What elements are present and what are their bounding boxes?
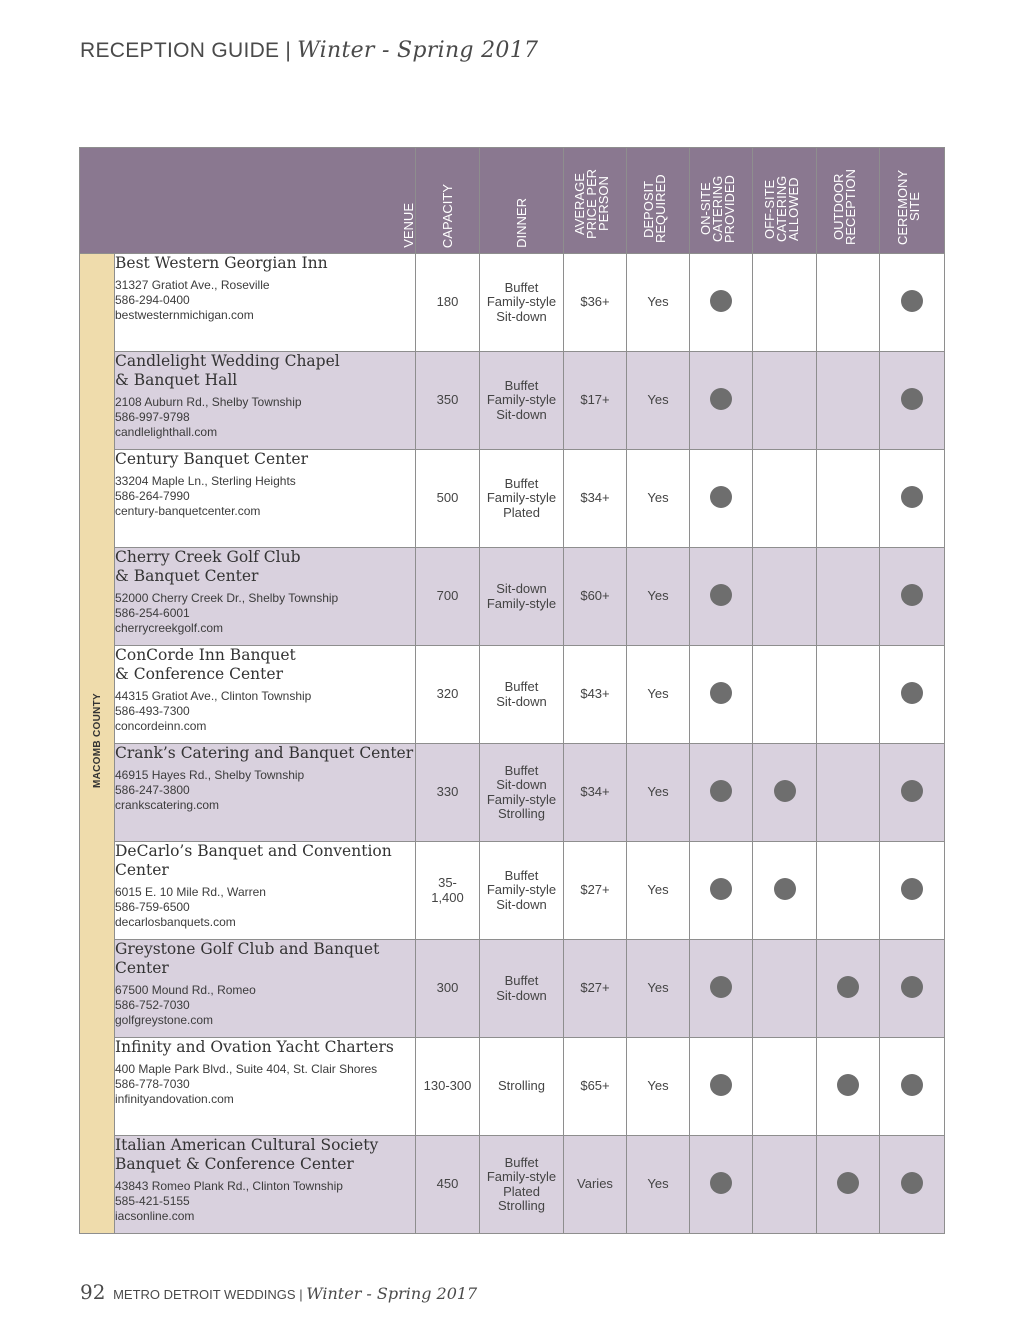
offsite-cell	[753, 450, 817, 548]
outdoor-cell	[817, 450, 880, 548]
ceremony-cell	[880, 744, 945, 842]
outdoor-cell	[817, 548, 880, 646]
filled-dot-icon	[901, 1172, 923, 1194]
table-row	[80, 450, 945, 548]
table-row	[80, 646, 945, 744]
dinner-cell: Sit-down Family-style	[480, 548, 564, 646]
venue-cell	[115, 940, 416, 1038]
capacity-cell: 35- 1,400	[416, 842, 480, 940]
outdoor-cell	[817, 646, 880, 744]
venue-cell	[115, 646, 416, 744]
outdoor-cell	[817, 1136, 880, 1234]
venue-phone: 586-493-7300	[115, 704, 190, 718]
venue-name: Candlelight Wedding Chapel & Banquet Hall	[115, 352, 340, 389]
onsite-cell	[690, 450, 753, 548]
venue-cell	[115, 548, 416, 646]
col-price: AVERAGE PRICE PER PERSON	[564, 148, 627, 254]
deposit-cell: Yes	[627, 646, 690, 744]
venue-cell	[115, 744, 416, 842]
venue-name: Crank’s Catering and Banquet Center	[115, 744, 414, 762]
filled-dot-icon	[710, 682, 732, 704]
ceremony-cell	[880, 842, 945, 940]
offsite-cell	[753, 940, 817, 1038]
outdoor-cell	[817, 744, 880, 842]
capacity-cell: 320	[416, 646, 480, 744]
col-deposit: DEPOSIT REQUIRED	[627, 148, 690, 254]
filled-dot-icon	[774, 878, 796, 900]
dinner-cell: Buffet Family-style Sit-down	[480, 254, 564, 352]
venue-cell	[115, 1038, 416, 1136]
deposit-cell: Yes	[627, 744, 690, 842]
outdoor-cell	[817, 254, 880, 352]
venue-name: Italian American Cultural Society Banquet & Conference Center	[115, 1136, 379, 1173]
col-capacity: CAPACITY	[416, 148, 480, 254]
dinner-cell: Buffet Family-style Plated Strolling	[480, 1136, 564, 1234]
footer-magazine: METRO DETROIT WEDDINGS	[113, 1287, 296, 1302]
table-row	[80, 940, 945, 1038]
col-outdoor-reception: OUTDOOR RECEPTION	[817, 148, 880, 254]
dinner-cell: Buffet Sit-down Family-style Strolling	[480, 744, 564, 842]
venue-website[interactable]: bestwesternmichigan.com	[115, 308, 254, 322]
venue-phone: 586-264-7990	[115, 489, 190, 503]
capacity-cell: 700	[416, 548, 480, 646]
table-row	[80, 842, 945, 940]
dinner-cell: Buffet Family-style Sit-down	[480, 842, 564, 940]
venue-address: 46915 Hayes Rd., Shelby Township	[115, 768, 305, 782]
venue-address: 44315 Gratiot Ave., Clinton Township	[115, 689, 312, 703]
price-cell: $27+	[564, 842, 627, 940]
header-season: Winter - Spring 2017	[297, 38, 539, 63]
onsite-cell	[690, 1038, 753, 1136]
onsite-cell	[690, 548, 753, 646]
venue-cell	[115, 450, 416, 548]
header-title: RECEPTION GUIDE	[80, 39, 280, 62]
capacity-cell: 350	[416, 352, 480, 450]
filled-dot-icon	[710, 388, 732, 410]
filled-dot-icon	[710, 976, 732, 998]
filled-dot-icon	[901, 388, 923, 410]
venue-name: Infinity and Ovation Yacht Charters	[115, 1038, 394, 1056]
venue-address: 52000 Cherry Creek Dr., Shelby Township	[115, 591, 339, 605]
venue-address: 31327 Gratiot Ave., Roseville	[115, 278, 270, 292]
col-venue: VENUE	[80, 148, 416, 254]
filled-dot-icon	[901, 486, 923, 508]
table-row	[80, 352, 945, 450]
page-header	[80, 38, 538, 63]
ceremony-cell	[880, 450, 945, 548]
venue-name: Greystone Golf Club and Banquet Center	[115, 940, 380, 977]
dinner-cell: Buffet Sit-down	[480, 646, 564, 744]
footer-season: Winter - Spring 2017	[306, 1284, 478, 1303]
offsite-cell	[753, 842, 817, 940]
venue-phone: 586-254-6001	[115, 606, 190, 620]
table-row	[80, 744, 945, 842]
footer-separator: |	[299, 1287, 303, 1302]
table-row	[80, 254, 945, 352]
deposit-cell: Yes	[627, 254, 690, 352]
offsite-cell	[753, 352, 817, 450]
col-onsite-catering: ON-SITE CATERING PROVIDED	[690, 148, 753, 254]
filled-dot-icon	[774, 780, 796, 802]
onsite-cell	[690, 646, 753, 744]
deposit-cell: Yes	[627, 1136, 690, 1234]
deposit-cell: Yes	[627, 842, 690, 940]
dinner-cell: Strolling	[480, 1038, 564, 1136]
page-number: 92	[80, 1280, 106, 1304]
filled-dot-icon	[901, 780, 923, 802]
onsite-cell	[690, 940, 753, 1038]
capacity-cell: 180	[416, 254, 480, 352]
venue-website[interactable]: decarlosbanquets.com	[115, 915, 236, 929]
price-cell: $17+	[564, 352, 627, 450]
filled-dot-icon	[837, 1074, 859, 1096]
venue-website[interactable]: crankscatering.com	[115, 798, 220, 812]
offsite-cell	[753, 1038, 817, 1136]
ceremony-cell	[880, 646, 945, 744]
capacity-cell: 300	[416, 940, 480, 1038]
venue-cell	[115, 1136, 416, 1234]
onsite-cell	[690, 352, 753, 450]
capacity-cell: 330	[416, 744, 480, 842]
venue-phone: 586-752-7030	[115, 998, 190, 1012]
venue-phone: 585-421-5155	[115, 1194, 190, 1208]
ceremony-cell	[880, 254, 945, 352]
price-cell: $36+	[564, 254, 627, 352]
table-header-row	[80, 148, 945, 254]
venue-website[interactable]: candlelighthall.com	[115, 425, 218, 439]
outdoor-cell	[817, 842, 880, 940]
col-offsite-catering: OFF-SITE CATERING ALLOWED	[753, 148, 817, 254]
filled-dot-icon	[710, 878, 732, 900]
venue-name: Best Western Georgian Inn	[115, 254, 328, 272]
offsite-cell	[753, 646, 817, 744]
filled-dot-icon	[901, 1074, 923, 1096]
venue-website[interactable]: cherrycreekgolf.com	[115, 621, 224, 635]
venue-address: 2108 Auburn Rd., Shelby Township	[115, 395, 302, 409]
filled-dot-icon	[901, 878, 923, 900]
filled-dot-icon	[901, 682, 923, 704]
dinner-cell: Buffet Sit-down	[480, 940, 564, 1038]
venue-address: 6015 E. 10 Mile Rd., Warren	[115, 885, 266, 899]
venue-name: Cherry Creek Golf Club & Banquet Center	[115, 548, 301, 585]
col-dinner: DINNER	[480, 148, 564, 254]
filled-dot-icon	[710, 780, 732, 802]
ceremony-cell	[880, 940, 945, 1038]
venue-address: 67500 Mound Rd., Romeo	[115, 983, 256, 997]
venue-phone: 586-778-7030	[115, 1077, 190, 1091]
venue-website[interactable]: infinityandovation.com	[115, 1092, 234, 1106]
price-cell: $43+	[564, 646, 627, 744]
venue-phone: 586-247-3800	[115, 783, 190, 797]
venue-address: 400 Maple Park Blvd., Suite 404, St. Clair Shores	[115, 1062, 378, 1076]
deposit-cell: Yes	[627, 1038, 690, 1136]
outdoor-cell	[817, 940, 880, 1038]
venue-address: 43843 Romeo Plank Rd., Clinton Township	[115, 1179, 343, 1193]
venue-phone: 586-294-0400	[115, 293, 190, 307]
table-row	[80, 548, 945, 646]
filled-dot-icon	[710, 1074, 732, 1096]
dinner-cell: Buffet Family-style Sit-down	[480, 352, 564, 450]
deposit-cell: Yes	[627, 940, 690, 1038]
dinner-cell: Buffet Family-style Plated	[480, 450, 564, 548]
filled-dot-icon	[837, 1172, 859, 1194]
venue-website[interactable]: iacsonline.com	[115, 1209, 195, 1223]
venue-cell	[115, 352, 416, 450]
onsite-cell	[690, 1136, 753, 1234]
price-cell: Varies	[564, 1136, 627, 1234]
ceremony-cell	[880, 1136, 945, 1234]
onsite-cell	[690, 254, 753, 352]
outdoor-cell	[817, 352, 880, 450]
filled-dot-icon	[710, 290, 732, 312]
deposit-cell: Yes	[627, 450, 690, 548]
deposit-cell: Yes	[627, 548, 690, 646]
header-separator: |	[285, 39, 292, 62]
venue-phone: 586-759-6500	[115, 900, 190, 914]
onsite-cell	[690, 842, 753, 940]
filled-dot-icon	[901, 976, 923, 998]
capacity-cell: 450	[416, 1136, 480, 1234]
filled-dot-icon	[710, 486, 732, 508]
price-cell: $27+	[564, 940, 627, 1038]
offsite-cell	[753, 744, 817, 842]
table-body	[80, 254, 945, 1234]
venue-phone: 586-997-9798	[115, 410, 190, 424]
outdoor-cell	[817, 1038, 880, 1136]
venue-name: ConCorde Inn Banquet & Conference Center	[115, 646, 296, 683]
filled-dot-icon	[901, 584, 923, 606]
venue-address: 33204 Maple Ln., Sterling Heights	[115, 474, 296, 488]
ceremony-cell	[880, 548, 945, 646]
deposit-cell: Yes	[627, 352, 690, 450]
filled-dot-icon	[710, 1172, 732, 1194]
ceremony-cell	[880, 1038, 945, 1136]
venue-name: DeCarlo’s Banquet and Convention Center	[115, 842, 392, 879]
onsite-cell	[690, 744, 753, 842]
price-cell: $34+	[564, 450, 627, 548]
reception-guide-table	[79, 147, 945, 1234]
page-footer	[80, 1280, 477, 1304]
capacity-cell: 130-300	[416, 1038, 480, 1136]
filled-dot-icon	[837, 976, 859, 998]
county-label: MACOMB COUNTY	[80, 254, 115, 1234]
venue-website[interactable]: golfgreystone.com	[115, 1013, 214, 1027]
venue-website[interactable]: concordeinn.com	[115, 719, 207, 733]
venue-name: Century Banquet Center	[115, 450, 308, 468]
venue-cell	[115, 842, 416, 940]
filled-dot-icon	[710, 584, 732, 606]
offsite-cell	[753, 1136, 817, 1234]
offsite-cell	[753, 548, 817, 646]
col-ceremony-site: CEREMONY SITE	[880, 148, 945, 254]
filled-dot-icon	[901, 290, 923, 312]
price-cell: $60+	[564, 548, 627, 646]
ceremony-cell	[880, 352, 945, 450]
venue-cell	[115, 254, 416, 352]
price-cell: $65+	[564, 1038, 627, 1136]
capacity-cell: 500	[416, 450, 480, 548]
offsite-cell	[753, 254, 817, 352]
table-row	[80, 1136, 945, 1234]
table-row	[80, 1038, 945, 1136]
price-cell: $34+	[564, 744, 627, 842]
venue-website[interactable]: century-banquetcenter.com	[115, 504, 261, 518]
